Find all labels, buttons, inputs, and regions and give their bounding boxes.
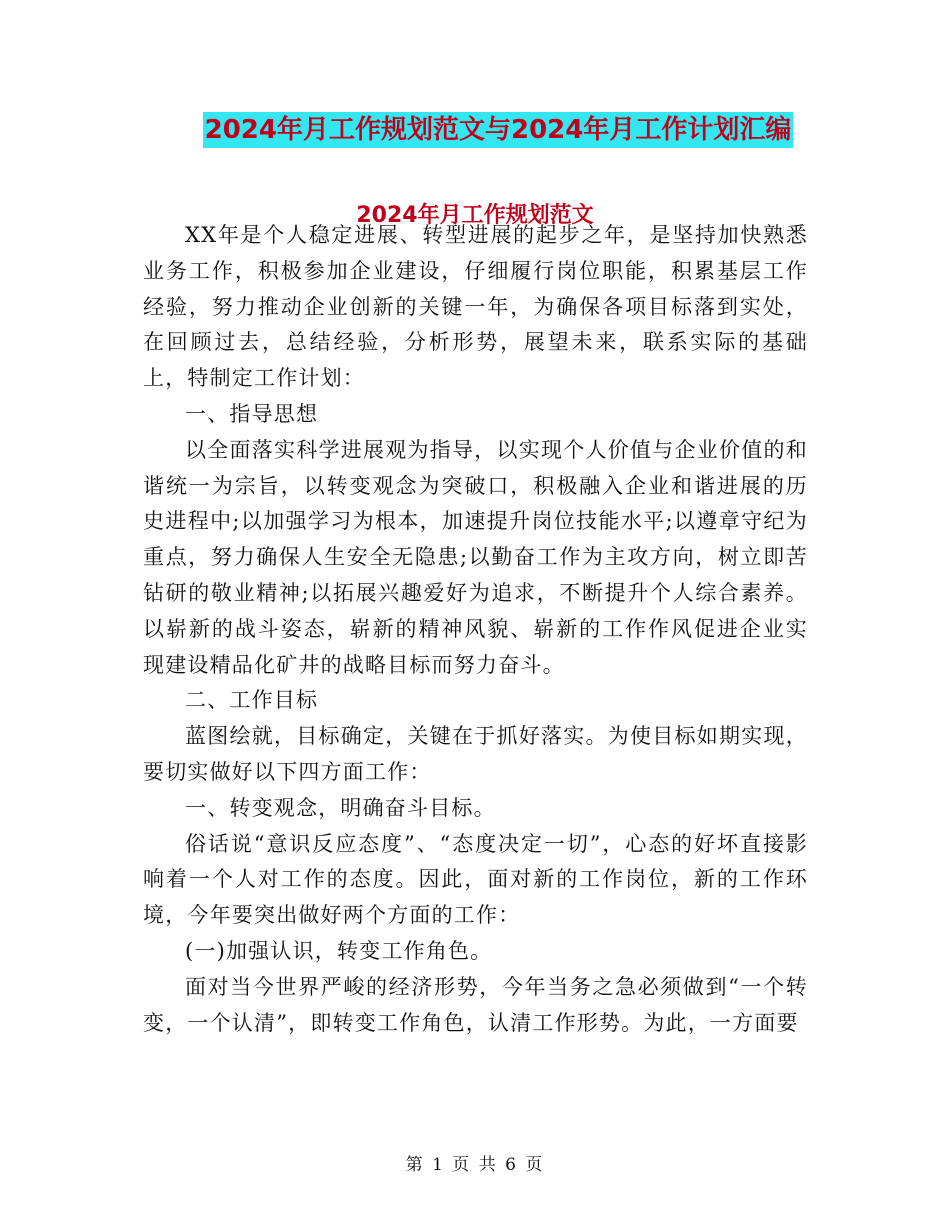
document-title-container [0,112,950,148]
subheading-change-mindset: 一、转变观念，明确奋斗目标。 [185,795,496,820]
paragraph-work-goals: 蓝图绘就，目标确定，关键在于抓好落实。为使目标如期实现，要切实做好以下四方面工作： [143,724,808,784]
paragraph-strengthen-awareness: 面对当今世界严峻的经济形势，今年当务之急必须做到“一个转变，一个认清”，即转变工作角色，认清工作形势。为此，一方面要 [143,974,808,1035]
heading-guiding-thought: 一、指导思想 [185,401,319,426]
document-title: 2024年月工作规划范文与2024年月工作计划汇编 [203,112,794,148]
paragraph-intro: XX年是个人稳定进展、转型进展的起步之年，是坚持加快熟悉业务工作，积极参加企业建设，仔细履行岗位职能，积累基层工作经验，努力推动企业创新的关键一年，为确保各项目标落到实处，在回顾过去，总结经验，分析形势，展望未来，联系实际的基础上，特制定工作计划： [143,223,808,391]
section-title: 2024年月工作规划范文 [356,203,594,228]
heading-work-goals: 二、工作目标 [185,688,319,713]
subheading-strengthen-awareness: (一)加强认识，转变工作角色。 [185,938,493,963]
paragraph-guiding-thought: 以全面落实科学进展观为指导，以实现个人价值与企业价值的和谐统一为宗旨，以转变观念为突破口，积极融入企业和谐进展的历史进程中;以加强学习为根本，加速提升岗位技能水平;以遵章守纪为重点，努力确保人生安全无隐患;以勤奋工作为主攻方向，树立即苦钻研的敬业精神;以拓展兴趣爱好为追求，不断提升个人综合素养。以崭新的战斗姿态，崭新的精神风貌、崭新的工作作风促进企业实现建设精品化矿井的战略目标而努力奋斗。 [143,437,808,677]
page-number-footer: 第 1 页 共 6 页 [405,1155,545,1175]
document-body [143,218,808,1041]
paragraph-change-mindset: 俗话说“意识反应态度”、“态度决定一切”，心态的好坏直接影响着一个人对工作的态度。因此，面对新的工作岗位，新的工作环境，今年要突出做好两个方面的工作： [143,831,808,928]
